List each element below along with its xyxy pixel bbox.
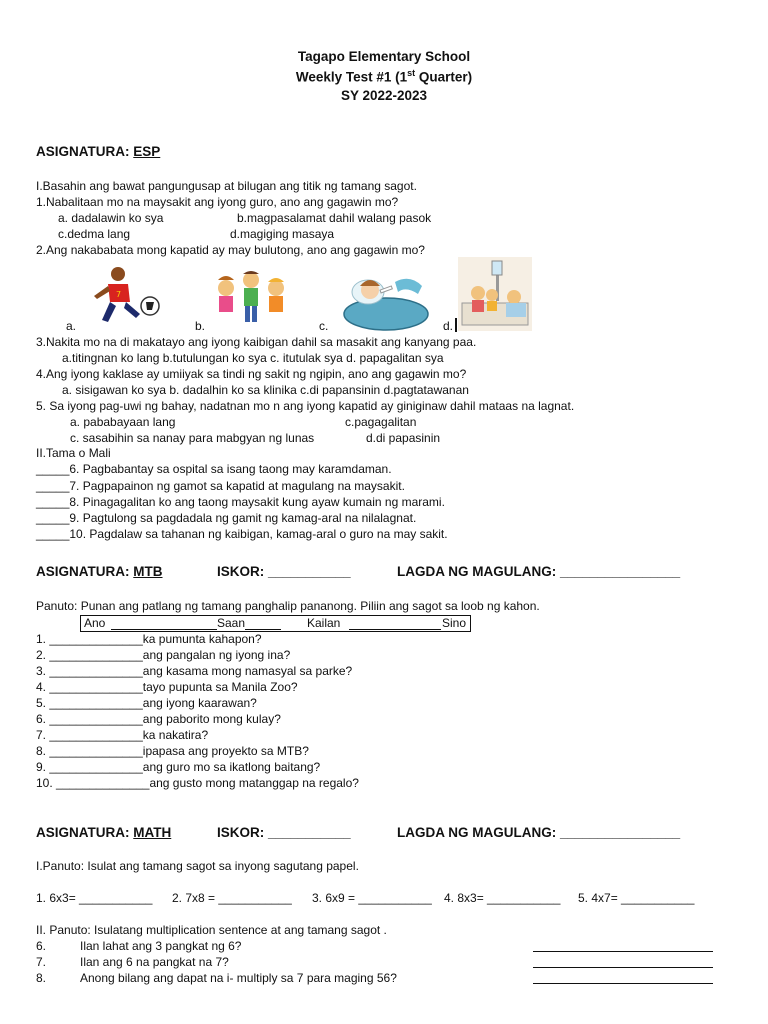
esp-q2-c: c. [319, 319, 329, 333]
math-lagda: LAGDA NG MAGULANG: ________________ [397, 825, 681, 840]
mtb-item-1: 1. ______________ka pumunta kahapon? [36, 632, 262, 646]
mtb-item-9: 9. ______________ang guro mo sa ikatlong baitang? [36, 760, 321, 774]
math-problem-3: 3. 6x9 = ___________ [312, 891, 432, 905]
mtb-heading: ASIGNATURA: MTB [36, 564, 163, 579]
esp-q5-c: c. sasabihin sa nanay para mabgyan ng lunas [70, 431, 315, 445]
math-q6-answer-line [533, 951, 713, 952]
esp-q1-b: b.magpasalamat dahil walang pasok [237, 211, 432, 225]
esp-q5-a: a. pababayaan lang [70, 415, 176, 429]
word-choice-box [80, 615, 471, 632]
esp-q2-a: a. [66, 319, 77, 333]
esp-q3: 3.Nakita mo na di makatayo ang iyong kaibigan dahil sa masakit ang kanyang paa. [36, 335, 477, 349]
esp-q1: 1.Nabalitaan mo na maysakit ang iyong guro, ano ang gagawin mo? [36, 195, 399, 209]
esp-q1-a: a. dadalawin ko sya [58, 211, 164, 225]
math-problem-2: 2. 7x8 = ___________ [172, 891, 292, 905]
math-panuto-2: II. Panuto: Isulatang multiplication sentence at ang tamang sagot . [36, 923, 387, 937]
tf-item-7: _____7. Pagpapainon ng gamot sa kapatid at magulang na maysakit. [36, 479, 405, 493]
math-iskor: ISKOR: ___________ [217, 825, 351, 840]
esp-q1-d: d.magiging masaya [230, 227, 335, 241]
tf-item-6: _____6. Pagbabantay sa ospital sa isang taong may karamdaman. [36, 462, 392, 476]
mtb-panuto: Panuto: Punan ang patlang ng tamang panghalip pananong. Piliin ang sagot sa loob ng kahon. [36, 599, 540, 613]
word-saan: Saan [217, 616, 246, 630]
esp-q3-options: a.titingnan ko lang b.tutulungan ko sya c. itutulak sya d. papagalitan sya [62, 351, 444, 365]
math-panuto-1: I.Panuto: Isulat ang tamang sagot sa inyong sagutang papel. [36, 859, 359, 873]
tf-item-9: _____9. Pagtulong sa pagdadala ng gamit ng kamag-aral na nilalagnat. [36, 511, 417, 525]
word-gap [111, 629, 281, 630]
school-year: SY 2022-2023 [340, 88, 428, 103]
math-heading: ASIGNATURA: MATH [36, 825, 172, 840]
mtb-item-3: 3. ______________ang kasama mong namasyal sa parke? [36, 664, 353, 678]
esp-instruction: I.Basahin ang bawat pangungusap at bilugan ang titik ng tamang sagot. [36, 179, 417, 193]
math-problem-1: 1. 6x3= ___________ [36, 891, 153, 905]
tf-item-10: _____10. Pagdalaw sa tahanan ng kaibigan, kamag-aral o guro na may sakit. [36, 527, 448, 541]
tf-item-8: _____8. Pinagagalitan ko ang taong maysakit kung ayaw kumain ng marami. [36, 495, 445, 509]
mtb-item-10: 10. ______________ang gusto mong matanggap na regalo? [36, 776, 359, 790]
math-problem-4: 4. 8x3= ___________ [444, 891, 561, 905]
children-playing-picture [206, 266, 296, 328]
math-q7-text: Ilan ang 6 na pangkat na 7? [80, 955, 229, 969]
math-q8-answer-line [533, 983, 713, 984]
esp-q5-b: c.pagagalitan [345, 415, 417, 429]
mtb-item-6: 6. ______________ang paborito mong kulay? [36, 712, 281, 726]
math-q7-answer-line [533, 967, 713, 968]
mtb-item-5: 5. ______________ang iyong kaarawan? [36, 696, 257, 710]
tama-o-mali-title: II.Tama o Mali [36, 446, 111, 460]
esp-q2-b: b. [195, 319, 206, 333]
school-name: Tagapo Elementary School [297, 49, 471, 64]
mtb-iskor: ISKOR: ___________ [217, 564, 351, 579]
word-kailan: Kailan [307, 616, 341, 630]
esp-q4-options: a. sisigawan ko sya b. dadalhin ko sa klinika c.di papansinin d.pagtatawanan [62, 383, 469, 397]
test-title: Weekly Test #1 (1st Quarter) [295, 68, 473, 85]
esp-q2-d: d. [443, 319, 454, 333]
mtb-item-7: 7. ______________ka nakatira? [36, 728, 209, 742]
math-q8-text: Anong bilang ang dapat na i- multiply sa 7 para maging 56? [80, 971, 397, 985]
svg-text:7: 7 [116, 290, 122, 299]
mtb-lagda: LAGDA NG MAGULANG: ________________ [397, 564, 681, 579]
math-q6-number: 6. [36, 939, 47, 953]
esp-q5: 5. Sa iyong pag-uwi ng bahay, nadatnan mo n ang iyong kapatid ay giniginaw dahil mataas na lagnat. [36, 399, 575, 413]
math-problem-5: 5. 4x7= ___________ [578, 891, 695, 905]
math-q7-number: 7. [36, 955, 47, 969]
math-q8-number: 8. [36, 971, 47, 985]
sick-child-bed-picture [340, 264, 430, 332]
word-sino: Sino [442, 616, 467, 630]
mtb-item-4: 4. ______________tayo pupunta sa Manila Zoo? [36, 680, 298, 694]
esp-q2: 2.Ang nakababata mong kapatid ay may bulutong, ano ang gagawin mo? [36, 243, 425, 257]
esp-q5-d: d.di papasinin [366, 431, 441, 445]
text-cursor [455, 318, 457, 332]
hospital-visit-picture [458, 257, 532, 331]
esp-q4: 4.Ang iyong kaklase ay umiiyak sa tindi ng sakit ng ngipin, ano ang gagawin mo? [36, 367, 467, 381]
mtb-item-2: 2. ______________ang pangalan ng iyong ina? [36, 648, 291, 662]
word-ano: Ano [84, 616, 106, 630]
esp-heading: ASIGNATURA: ESP [36, 144, 161, 159]
esp-q1-c: c.dedma lang [58, 227, 131, 241]
word-gap [349, 629, 441, 630]
mtb-item-8: 8. ______________ipapasa ang proyekto sa MTB? [36, 744, 309, 758]
math-q6-text: Ilan lahat ang 3 pangkat ng 6? [80, 939, 242, 953]
boy-soccer-picture [80, 262, 166, 330]
